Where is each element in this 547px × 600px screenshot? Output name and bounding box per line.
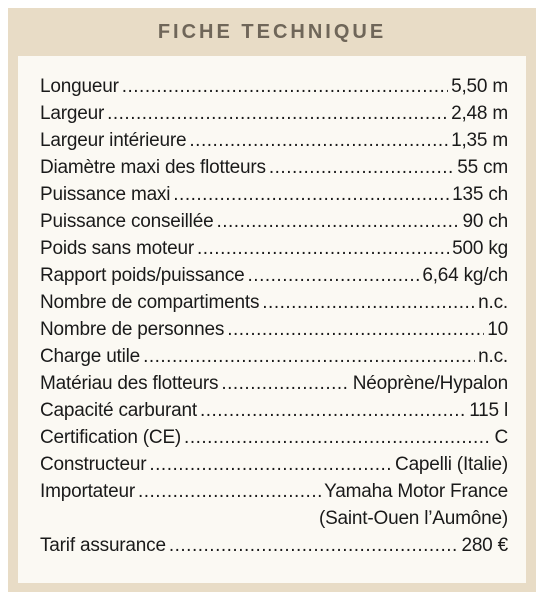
spec-row-poids — [40, 238, 508, 265]
spec-label: Certification (CE) — [40, 427, 182, 448]
dot-leader — [122, 76, 448, 98]
spec-label: Puissance conseillée — [40, 211, 214, 232]
spec-row-constructeur — [40, 454, 508, 481]
dot-leader — [197, 238, 449, 260]
spec-label: Largeur — [40, 103, 105, 124]
spec-row-materiau-flotteurs — [40, 373, 508, 400]
spec-value: 55 cm — [457, 157, 508, 178]
dot-leader — [227, 319, 484, 341]
spec-list — [18, 56, 526, 583]
dot-leader — [269, 157, 454, 179]
dot-leader — [184, 427, 491, 449]
dot-leader — [189, 130, 448, 152]
spec-label: Capacité carburant — [40, 400, 197, 421]
spec-value: 2,48 m — [451, 103, 508, 124]
spec-label: Constructeur — [40, 454, 147, 475]
spec-row-largeur — [40, 103, 508, 130]
spec-row-charge-utile — [40, 346, 508, 373]
spec-label: Rapport poids/puissance — [40, 265, 245, 286]
spec-sheet-card — [8, 8, 536, 592]
spec-value: Yamaha Motor France — [324, 481, 508, 502]
spec-row-compartiments — [40, 292, 508, 319]
spec-row-capacite-carburant — [40, 400, 508, 427]
spec-label: Longueur — [40, 76, 119, 97]
dot-leader — [107, 103, 448, 125]
spec-label: Charge utile — [40, 346, 141, 367]
spec-value: (Saint-Ouen l’Aumône) — [318, 508, 508, 529]
spec-label: Matériau des flotteurs — [40, 373, 219, 394]
spec-value: 10 — [487, 319, 508, 340]
spec-label: Diamètre maxi des flotteurs — [40, 157, 266, 178]
spec-label: Poids sans moteur — [40, 238, 194, 259]
spec-value: 90 ch — [462, 211, 508, 232]
spec-value: 1,35 m — [451, 130, 508, 151]
dot-leader — [262, 292, 475, 314]
spec-value: C — [494, 427, 508, 448]
spec-value: n.c. — [478, 346, 508, 367]
dot-leader — [138, 481, 321, 503]
dot-leader — [169, 535, 459, 557]
spec-row-diametre-flotteurs — [40, 157, 508, 184]
spec-value: n.c. — [478, 292, 508, 313]
spec-row-puissance-conseillee — [40, 211, 508, 238]
spec-label: Largeur intérieure — [40, 130, 187, 151]
spec-value: 280 € — [461, 535, 508, 556]
dot-leader — [248, 265, 420, 287]
spec-label: Importateur — [40, 481, 135, 502]
spec-value: Néoprène/Hypalon — [352, 373, 508, 394]
spec-row-largeur-interieure — [40, 130, 508, 157]
dot-leader — [173, 184, 449, 206]
spec-row-rapport-poids-puissance — [40, 265, 508, 292]
dot-leader — [221, 373, 349, 395]
spec-label: Tarif assurance — [40, 535, 166, 556]
spec-value: 115 l — [469, 400, 508, 421]
spec-value: 135 ch — [452, 184, 508, 205]
spec-row-longueur — [40, 76, 508, 103]
dot-leader — [216, 211, 459, 233]
spec-label: Nombre de compartiments — [40, 292, 260, 313]
spec-row-puissance-maxi — [40, 184, 508, 211]
spec-label: Nombre de personnes — [40, 319, 225, 340]
dot-leader — [149, 454, 392, 476]
spec-label: Puissance maxi — [40, 184, 171, 205]
spec-value: Capelli (Italie) — [395, 454, 508, 475]
spec-value: 5,50 m — [451, 76, 508, 97]
spec-value: 500 kg — [452, 238, 508, 259]
spec-row-importateur-continued — [40, 508, 508, 535]
spec-sheet-title: FICHE TECHNIQUE — [157, 20, 387, 43]
spec-row-tarif-assurance — [40, 535, 508, 562]
spec-row-certification — [40, 427, 508, 454]
spec-row-personnes — [40, 319, 508, 346]
spec-value: 6,64 kg/ch — [422, 265, 508, 286]
dot-leader — [143, 346, 475, 368]
dot-leader — [200, 400, 466, 422]
spec-sheet-header — [8, 8, 536, 56]
spec-row-importateur — [40, 481, 508, 508]
